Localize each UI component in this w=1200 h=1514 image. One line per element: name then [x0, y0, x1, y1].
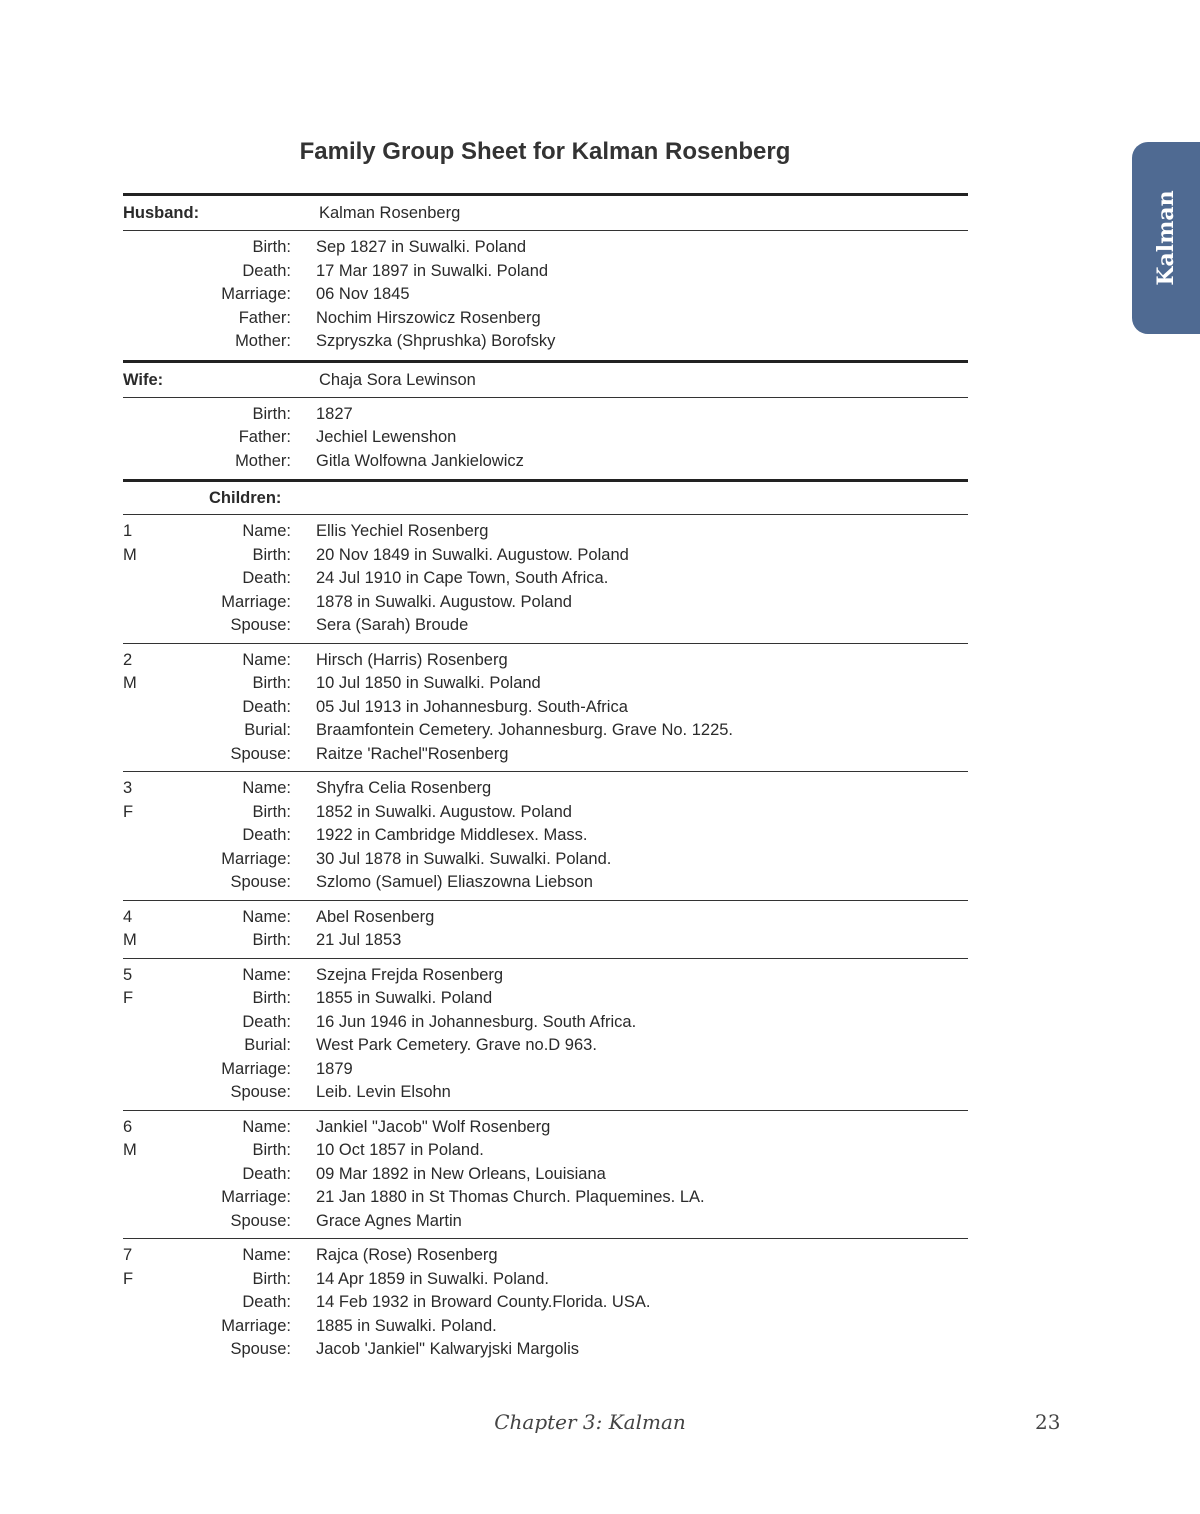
fact-row	[123, 236, 968, 260]
fact-label: Death:	[242, 697, 291, 716]
fact-row	[123, 426, 968, 450]
fact-row	[123, 672, 968, 696]
fact-row	[123, 906, 968, 930]
fact-value: 06 Nov 1845	[316, 285, 410, 303]
fact-row	[123, 1011, 968, 1035]
fact-row	[123, 1116, 968, 1140]
fact-value: Braamfontein Cemetery. Johannesburg. Grave No. 1225.	[316, 721, 734, 739]
fact-label: Spouse:	[230, 744, 291, 763]
fact-value: 10 Oct 1857 in Poland.	[316, 1141, 484, 1159]
child-entry	[123, 959, 968, 1110]
fact-value: Nochim Hirszowicz Rosenberg	[316, 308, 541, 327]
children-list	[123, 514, 968, 1367]
fact-label: Spouse:	[230, 1211, 291, 1230]
fact-label: Marriage:	[221, 1316, 291, 1335]
fact-row	[123, 696, 968, 720]
child-number: 6	[123, 1117, 133, 1136]
fact-value: 1827	[316, 404, 353, 423]
fact-value: 16 Jun 1946 in Johannesburg. South Africa.	[316, 1012, 637, 1031]
fact-label: Birth:	[252, 404, 291, 423]
fact-value: 17 Mar 1897 in Suwalki. Poland	[316, 261, 549, 280]
fact-value: Jankiel "Jacob" Wolf Rosenberg	[316, 1117, 551, 1136]
fact-value: 14 Apr 1859 in Suwalki. Poland.	[316, 1269, 549, 1288]
chapter-tab-label: Kalman	[1153, 190, 1179, 286]
fact-label: Birth:	[252, 238, 291, 256]
fact-label: Death:	[242, 826, 291, 844]
fact-value: 21 Jan 1880 in St Thomas Church. Plaquemines. LA.	[316, 1188, 705, 1206]
fact-value: 20 Nov 1849 in Suwalki. Augustow. Poland	[316, 545, 629, 564]
fact-row	[123, 567, 968, 591]
fact-row	[123, 824, 968, 848]
fact-value: 1922 in Cambridge Middlesex. Mass.	[316, 826, 588, 844]
fact-row	[123, 801, 968, 825]
husband-label: Husband:	[123, 204, 200, 222]
fact-label: Name:	[242, 650, 291, 669]
child-sex: M	[123, 545, 137, 564]
fact-label: Birth:	[252, 1141, 291, 1159]
fact-label: Spouse:	[230, 1083, 291, 1101]
fact-value: 30 Jul 1878 in Suwalki. Suwalki. Poland.	[316, 849, 612, 868]
page-number: 23	[1035, 1410, 1061, 1434]
fact-value: Leib. Levin Elsohn	[316, 1083, 451, 1101]
child-entry	[123, 1111, 968, 1239]
child-entry	[123, 515, 968, 643]
child-entry	[123, 644, 968, 772]
fact-label: Name:	[242, 907, 291, 926]
family-group-sheet	[123, 193, 968, 1367]
fact-label: Marriage:	[221, 1059, 291, 1078]
fact-row	[123, 719, 968, 743]
child-number: 7	[123, 1246, 133, 1264]
fact-label: Birth:	[252, 1269, 291, 1288]
fact-row	[123, 403, 968, 427]
fact-row	[123, 307, 968, 331]
husband-facts	[123, 231, 968, 360]
fact-row	[123, 591, 968, 615]
fact-label: Death:	[242, 261, 291, 280]
fact-value: 1879	[316, 1059, 353, 1078]
fact-row	[123, 964, 968, 988]
fact-label: Name:	[242, 1117, 291, 1136]
wife-header	[123, 363, 968, 397]
husband-name: Kalman Rosenberg	[319, 204, 461, 222]
fact-row	[123, 871, 968, 895]
fact-value: Gitla Wolfowna Jankielowicz	[316, 451, 524, 470]
fact-label: Birth:	[252, 674, 291, 692]
fact-label: Name:	[242, 779, 291, 797]
fact-row	[123, 1163, 968, 1187]
fact-row	[123, 330, 968, 354]
fact-value: Jechiel Lewenshon	[316, 428, 457, 446]
fact-row	[123, 1291, 968, 1315]
chapter-tab	[1132, 142, 1200, 334]
fact-label: Spouse:	[230, 873, 291, 891]
fact-label: Birth:	[252, 989, 291, 1007]
children-label: Children:	[209, 489, 282, 507]
child-entry	[123, 1239, 968, 1367]
fact-row	[123, 1058, 968, 1082]
fact-row	[123, 1081, 968, 1105]
child-number: 4	[123, 907, 133, 926]
fact-value: West Park Cemetery. Grave no.D 963.	[316, 1036, 597, 1054]
child-sex: F	[123, 1269, 134, 1288]
fact-label: Spouse:	[230, 616, 291, 634]
fact-label: Name:	[242, 1246, 291, 1264]
page-title: Family Group Sheet for Kalman Rosenberg	[299, 138, 791, 165]
fact-label: Burial:	[244, 1036, 291, 1054]
footer-chapter: Chapter 3: Kalman	[494, 1410, 686, 1434]
child-sex: F	[123, 802, 134, 821]
fact-row	[123, 1210, 968, 1234]
fact-label: Father:	[238, 308, 291, 327]
fact-row	[123, 848, 968, 872]
fact-label: Burial:	[244, 721, 291, 739]
child-sex: M	[123, 1141, 137, 1159]
children-header	[123, 482, 968, 514]
child-entry	[123, 772, 968, 900]
child-number: 5	[123, 965, 133, 984]
fact-value: Sera (Sarah) Broude	[316, 616, 469, 634]
fact-value: Shyfra Celia Rosenberg	[316, 779, 492, 797]
fact-label: Marriage:	[221, 285, 291, 303]
fact-label: Marriage:	[221, 592, 291, 611]
fact-row	[123, 260, 968, 284]
fact-row	[123, 1338, 968, 1362]
fact-value: 1852 in Suwalki. Augustow. Poland	[316, 802, 572, 821]
fact-label: Birth:	[252, 545, 291, 564]
fact-row	[123, 1244, 968, 1268]
child-sex: M	[123, 931, 137, 949]
fact-row	[123, 649, 968, 673]
fact-row	[123, 1268, 968, 1292]
fact-label: Father:	[238, 428, 291, 446]
fact-row	[123, 987, 968, 1011]
fact-value: Szpryszka (Shprushka) Borofsky	[316, 332, 556, 350]
fact-label: Birth:	[252, 802, 291, 821]
child-number: 1	[123, 522, 133, 540]
fact-value: 21 Jul 1853	[316, 931, 402, 949]
fact-row	[123, 1034, 968, 1058]
child-sex: F	[123, 989, 134, 1007]
fact-label: Name:	[242, 965, 291, 984]
fact-value: 10 Jul 1850 in Suwalki. Poland	[316, 674, 541, 692]
fact-label: Death:	[242, 1164, 291, 1183]
fact-value: Abel Rosenberg	[316, 907, 435, 926]
fact-value: Szlomo (Samuel) Eliaszowna Liebson	[316, 873, 593, 891]
fact-label: Birth:	[252, 931, 291, 949]
fact-row	[123, 520, 968, 544]
fact-value: Ellis Yechiel Rosenberg	[316, 522, 489, 540]
fact-value: 1878 in Suwalki. Augustow. Poland	[316, 592, 572, 611]
fact-value: Sep 1827 in Suwalki. Poland	[316, 238, 527, 256]
fact-value: Jacob 'Jankiel" Kalwaryjski Margolis	[316, 1340, 580, 1358]
child-number: 3	[123, 779, 133, 797]
fact-row	[123, 743, 968, 767]
fact-value: 1855 in Suwalki. Poland	[316, 989, 493, 1007]
fact-row	[123, 929, 968, 953]
fact-row	[123, 1186, 968, 1210]
fact-label: Marriage:	[221, 1188, 291, 1206]
fact-label: Name:	[242, 522, 291, 540]
wife-label: Wife:	[123, 370, 164, 389]
fact-value: Szejna Frejda Rosenberg	[316, 965, 504, 984]
fact-label: Marriage:	[221, 849, 291, 868]
fact-label: Death:	[242, 569, 291, 587]
fact-row	[123, 544, 968, 568]
child-sex: M	[123, 674, 137, 692]
fact-row	[123, 1139, 968, 1163]
fact-value: 14 Feb 1932 in Broward County.Florida. USA.	[316, 1293, 651, 1311]
fact-value: 05 Jul 1913 in Johannesburg. South-Africa	[316, 697, 628, 716]
fact-value: Grace Agnes Martin	[316, 1211, 462, 1230]
fact-label: Spouse:	[230, 1340, 291, 1358]
husband-header	[123, 196, 968, 230]
fact-value: Rajca (Rose) Rosenberg	[316, 1246, 498, 1264]
fact-label: Mother:	[235, 332, 291, 350]
fact-label: Death:	[242, 1012, 291, 1031]
fact-row	[123, 614, 968, 638]
fact-row	[123, 283, 968, 307]
fact-row	[123, 450, 968, 474]
child-entry	[123, 901, 968, 958]
fact-value: 24 Jul 1910 in Cape Town, South Africa.	[316, 569, 609, 587]
wife-name: Chaja Sora Lewinson	[319, 370, 476, 389]
fact-value: 09 Mar 1892 in New Orleans, Louisiana	[316, 1164, 606, 1183]
fact-label: Death:	[242, 1293, 291, 1311]
fact-row	[123, 1315, 968, 1339]
fact-label: Mother:	[235, 451, 291, 470]
child-number: 2	[123, 650, 133, 669]
fact-value: Raitze 'Rachel"Rosenberg	[316, 744, 509, 763]
fact-value: 1885 in Suwalki. Poland.	[316, 1316, 497, 1335]
fact-value: Hirsch (Harris) Rosenberg	[316, 650, 508, 669]
wife-facts	[123, 398, 968, 480]
fact-row	[123, 777, 968, 801]
